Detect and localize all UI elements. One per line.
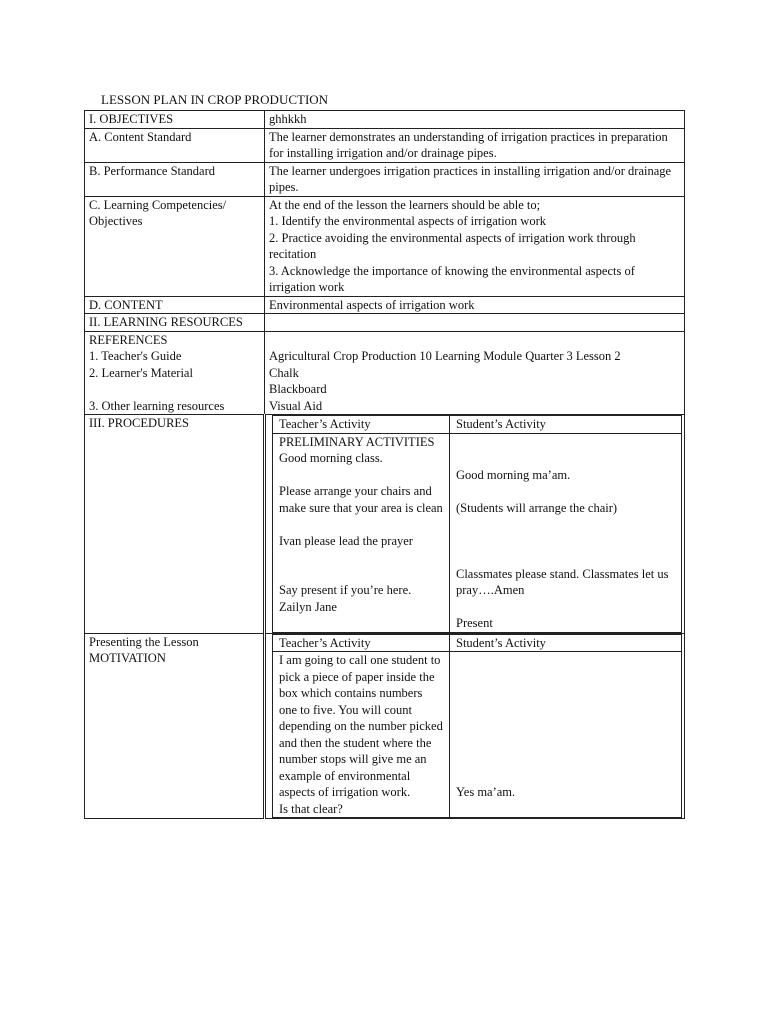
student-activity-cell	[450, 433, 682, 632]
presenting-label-line-1: Presenting the Lesson	[89, 634, 199, 649]
objectives-value: ghhkkh	[265, 111, 685, 129]
reference-line: Blackboard	[269, 382, 327, 396]
reference-line: Agricultural Crop Production 10 Learning Module Quarter 3 Lesson 2	[269, 349, 621, 363]
competencies-label-line-1: C. Learning Competencies/	[89, 197, 227, 212]
performance-standard-value: The learner undergoes irrigation practices in installing irrigation and/or drainage pipes.	[265, 162, 685, 196]
content-value: Environmental aspects of irrigation work	[265, 296, 685, 314]
content-standard-value: The learner demonstrates an understanding of irrigation practices in preparation for installing irrigation and/or drainage pipes.	[265, 128, 685, 162]
references-heading: REFERENCES	[89, 332, 168, 347]
teacher-activity-header: Teacher’s Activity	[273, 634, 450, 652]
learning-resources-value	[265, 314, 685, 332]
reference-line: Visual Aid	[269, 398, 323, 413]
teacher-activity-cell	[273, 652, 450, 818]
learners-material-label: 2. Learner's Material	[89, 365, 193, 380]
lesson-plan-table	[84, 110, 685, 819]
teacher-line: Please arrange your chairs and make sure that your area is clean	[279, 484, 443, 515]
competency-line: At the end of the lesson the learners should be able to;	[269, 197, 541, 212]
student-activity-header: Student’s Activity	[450, 416, 682, 434]
teacher-line: Ivan please lead the prayer	[279, 533, 413, 548]
competencies-label	[85, 196, 265, 296]
presenting-label-line-2: MOTIVATION	[89, 651, 166, 665]
content-row	[85, 296, 685, 314]
student-line: Good morning ma’am.	[456, 467, 571, 482]
presenting-content	[265, 633, 685, 819]
other-resources-label: 3. Other learning resources	[89, 398, 225, 413]
presenting-label	[85, 633, 265, 819]
student-line: Present	[456, 616, 493, 630]
preliminary-activities-heading: PRELIMINARY ACTIVITIES	[279, 434, 435, 449]
performance-standard-row	[85, 162, 685, 196]
content-standard-row	[85, 128, 685, 162]
competency-line: 3. Acknowledge the importance of knowing the environmental aspects of irrigation work	[269, 263, 635, 294]
student-activity-cell	[450, 652, 682, 818]
references-row	[85, 331, 685, 415]
references-label	[85, 331, 265, 415]
student-activity-header: Student’s Activity	[450, 634, 682, 652]
objectives-row	[85, 111, 685, 129]
performance-standard-label: B. Performance Standard	[85, 162, 265, 196]
competencies-row	[85, 196, 685, 296]
content-label: D. CONTENT	[85, 296, 265, 314]
presenting-row	[85, 633, 685, 819]
presenting-activity-table	[272, 634, 682, 819]
procedures-content	[265, 415, 685, 634]
competency-line: 2. Practice avoiding the environmental aspects of irrigation work through recitation	[269, 230, 636, 261]
procedures-label: III. PROCEDURES	[85, 415, 265, 634]
procedures-row	[85, 415, 685, 634]
content-standard-label: A. Content Standard	[85, 128, 265, 162]
references-value	[265, 331, 685, 415]
teacher-line: Say present if you’re here. Zailyn Jane	[279, 583, 412, 614]
motivation-instructions: I am going to call one student to pick a piece of paper inside the box which contains numbers one to five. You will count depending on the number picked and then the student where the number stops will give me an example of environmental aspects of irrigation work.	[279, 653, 443, 799]
motivation-question: Is that clear?	[279, 801, 343, 816]
student-response: Yes ma’am.	[456, 784, 516, 799]
competencies-label-line-2: Objectives	[89, 214, 143, 228]
objectives-label: I. OBJECTIVES	[85, 111, 265, 129]
reference-line: Chalk	[269, 365, 299, 380]
teacher-activity-cell	[273, 433, 450, 632]
procedures-activity-table	[272, 415, 682, 633]
competency-line: 1. Identify the environmental aspects of irrigation work	[269, 214, 547, 228]
learning-resources-row	[85, 314, 685, 332]
student-line: Classmates please stand. Classmates let us pray….Amen	[456, 566, 669, 597]
student-line: (Students will arrange the chair)	[456, 500, 618, 515]
teacher-activity-header: Teacher’s Activity	[273, 416, 450, 434]
teachers-guide-label: 1. Teacher's Guide	[89, 349, 182, 363]
teacher-line: Good morning class.	[279, 451, 383, 465]
learning-resources-label: II. LEARNING RESOURCES	[85, 314, 265, 332]
document-title: LESSON PLAN IN CROP PRODUCTION	[101, 92, 329, 107]
competencies-value	[265, 196, 685, 296]
